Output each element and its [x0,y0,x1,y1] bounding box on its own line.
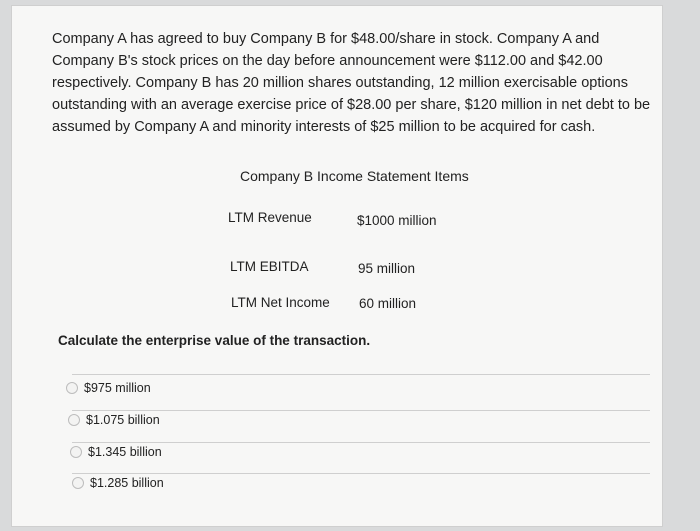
row-value-revenue: $1000 million [357,213,437,228]
question-card [12,6,662,526]
row-label-revenue: LTM Revenue [228,210,312,225]
question-text: Company A has agreed to buy Company B for $48.00/share in stock. Company A and Company B's stock prices on the day before announcement were $112.00 and $42.00 respectively. Company B has 20 million shares outstanding, 12 million exercisable options outstanding with an average exercise price of $28.00 per share, $120 million in net debt to be assumed by Company A and minority interests of $25 million to be acquired for cash. [52,31,651,135]
option-1075-billion[interactable] [68,413,160,427]
option-975-million[interactable] [66,381,151,395]
option-divider [72,473,650,474]
option-label: $1.345 billion [88,445,162,459]
row-value-net-income: 60 million [359,296,417,311]
option-label: $1.285 billion [90,476,164,490]
option-1345-billion[interactable] [70,445,162,459]
option-divider [72,374,650,375]
radio-button[interactable] [70,446,82,458]
radio-button[interactable] [72,477,84,489]
row-label-net-income: LTM Net Income [231,295,330,310]
row-value-ebitda: 95 million [358,261,416,276]
radio-button[interactable] [66,382,78,394]
option-label: $1.075 billion [86,413,160,427]
option-1285-billion[interactable] [72,476,164,490]
option-label: $975 million [84,381,151,395]
row-label-ebitda: LTM EBITDA [230,259,309,274]
income-statement-title: Company B Income Statement Items [240,168,469,184]
option-divider [72,442,650,443]
option-divider [72,410,650,411]
radio-button[interactable] [68,414,80,426]
question-prompt: Calculate the enterprise value of the transaction. [58,333,371,348]
